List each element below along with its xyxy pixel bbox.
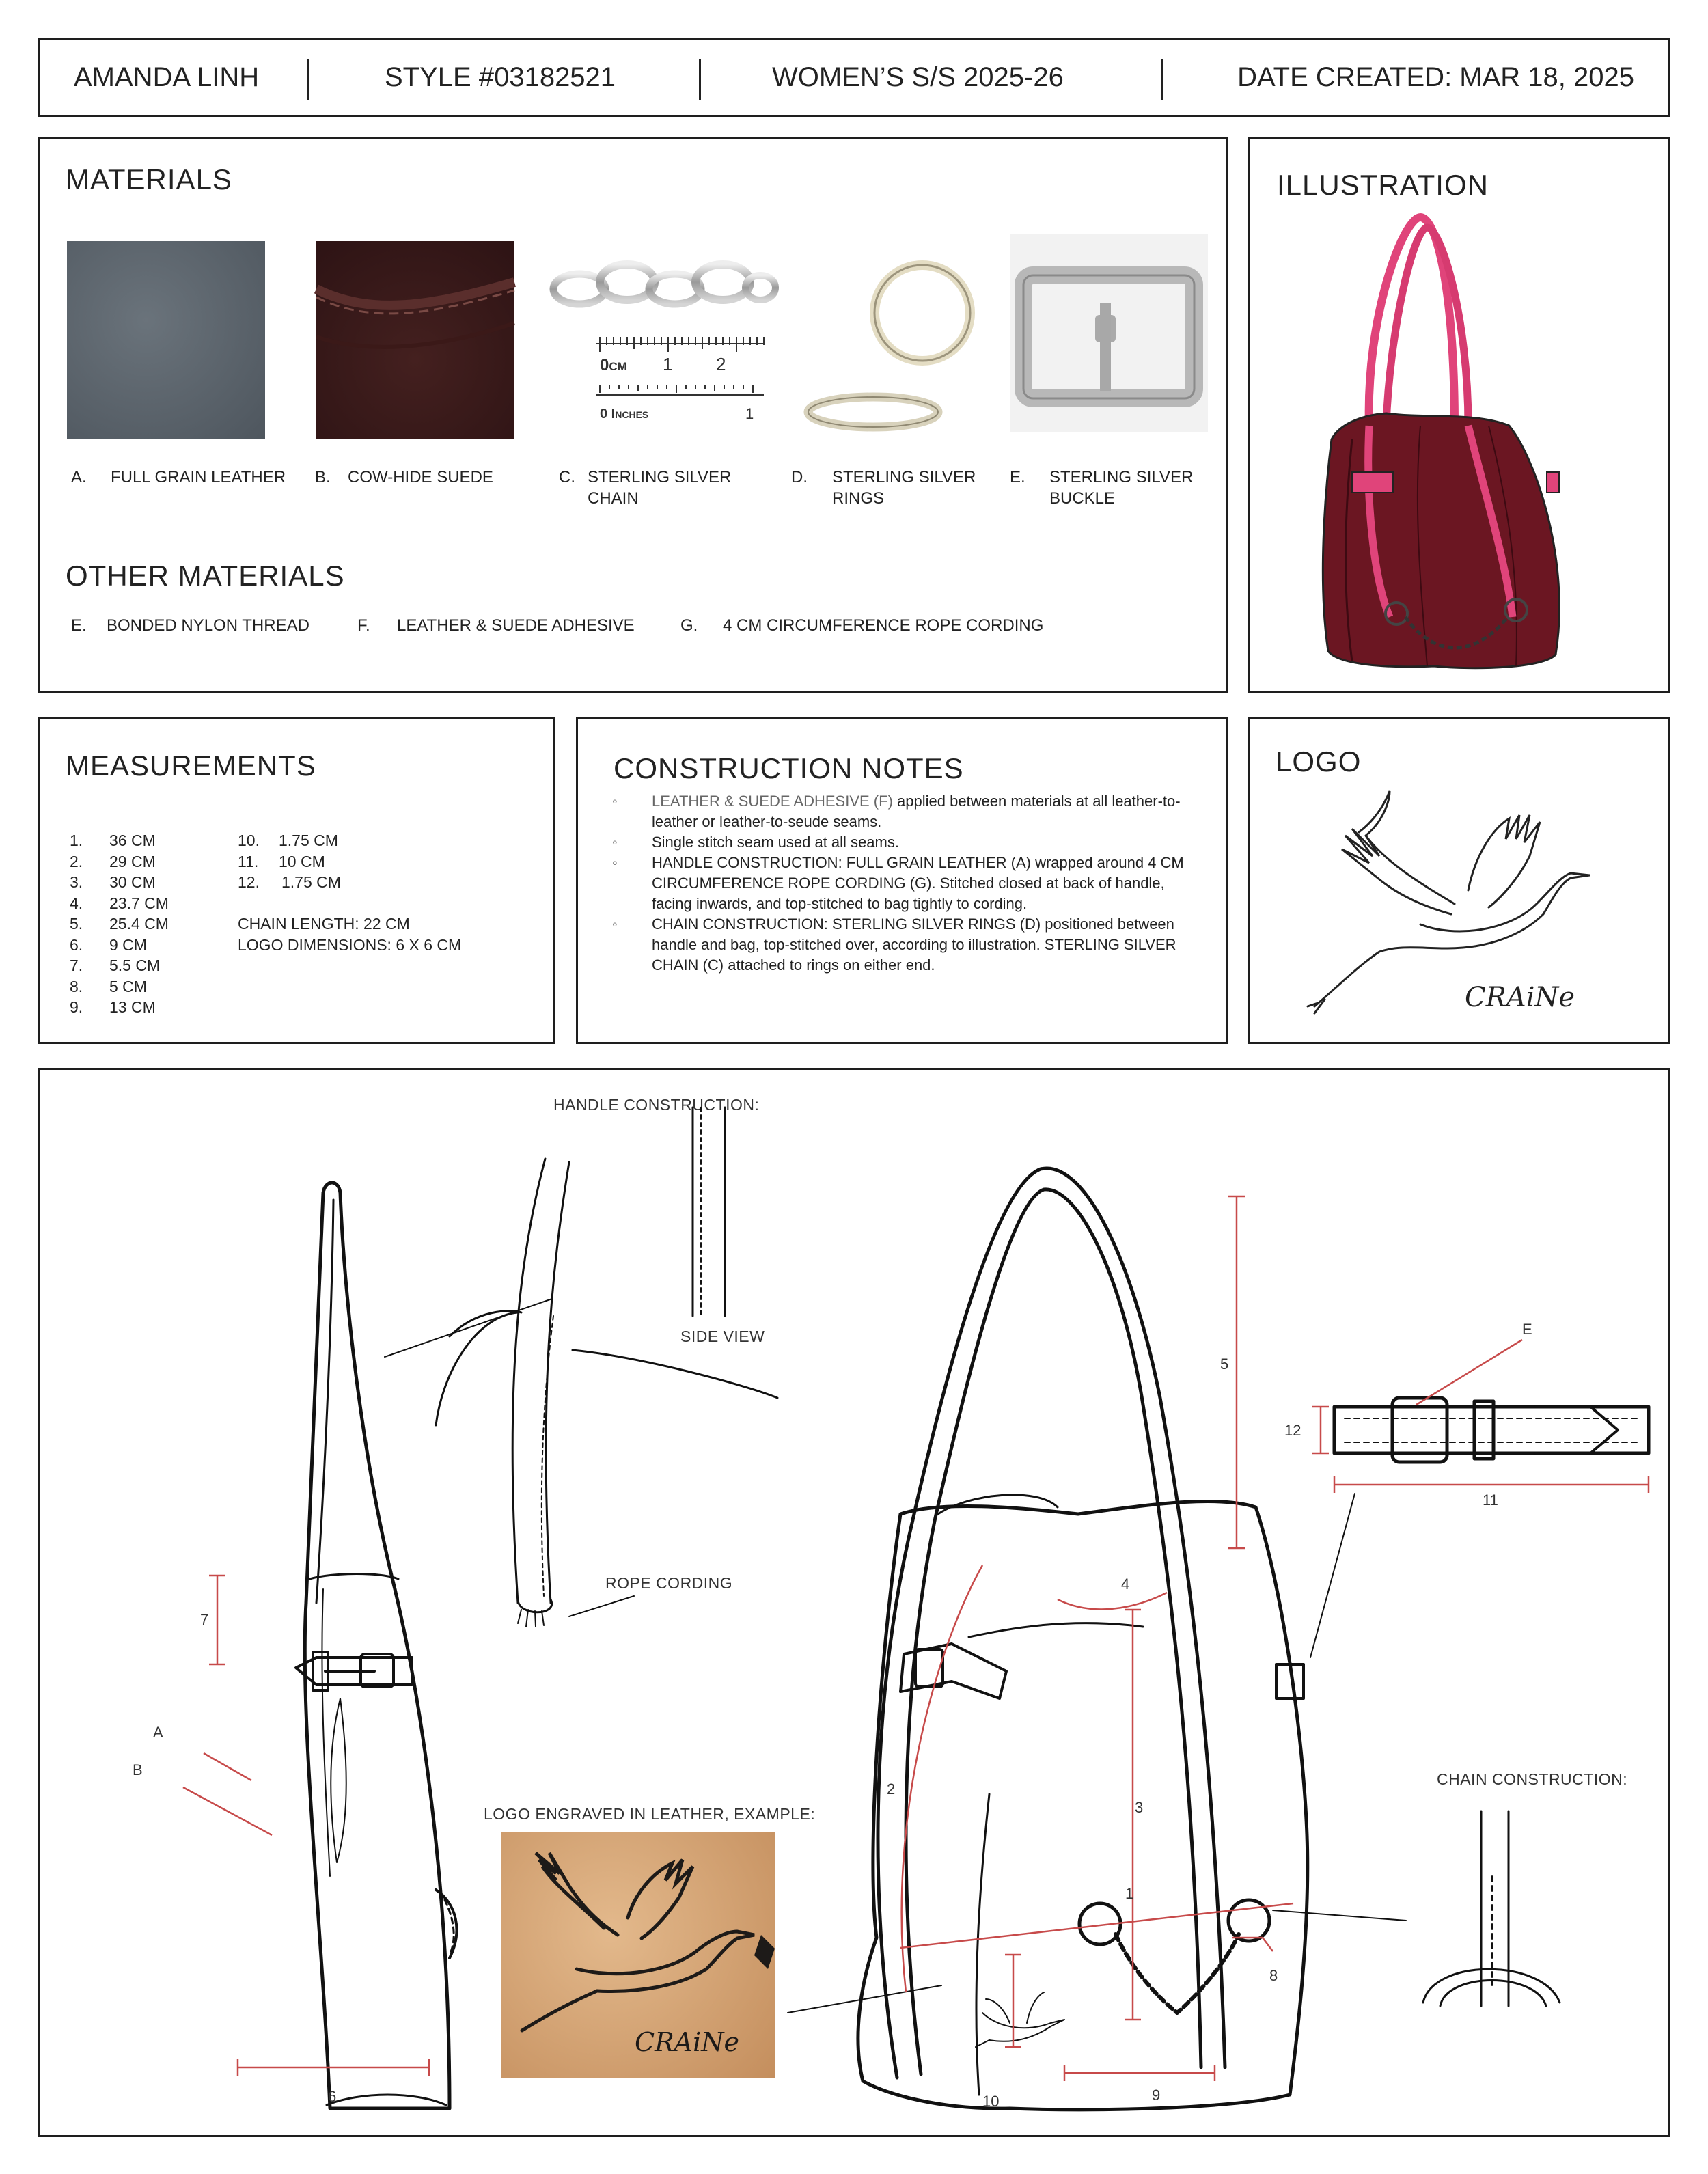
technical-drawings-panel: [38, 1068, 1670, 2137]
dim-label: 8: [1269, 1967, 1278, 1984]
ruler-cm-label: 0cm: [600, 356, 627, 374]
illustration-title: ILLUSTRATION: [1277, 169, 1489, 201]
chain-image: [552, 241, 771, 446]
measurement-row: 10. 1.75 CM: [238, 831, 338, 849]
buckle-detail: [1334, 1398, 1649, 1462]
ruler-inch-one-label: 1: [745, 405, 754, 422]
dim-label: A: [153, 1724, 163, 1741]
measurement-row: 12. 1.75 CM: [238, 873, 341, 891]
other-materials-title: OTHER MATERIALS: [66, 560, 345, 592]
dim-label: 1: [1125, 1885, 1134, 1902]
ruler-one-label: 1: [663, 354, 673, 374]
designer-name: AMANDA LINH: [74, 61, 260, 92]
bag-front-view: [858, 1168, 1308, 2110]
measurement-row: 1. 36 CM: [70, 831, 156, 849]
measurement-row: 4. 23.7 CM: [70, 894, 169, 912]
measurement-row: 3. 30 CM: [70, 873, 156, 891]
side-view-label: SIDE VIEW: [680, 1327, 765, 1345]
dim-label: 6: [328, 2088, 337, 2105]
logo-signature: CRAiNe: [1465, 982, 1575, 1013]
logo-dimensions: LOGO DIMENSIONS: 6 X 6 CM: [238, 935, 462, 954]
measurement-row: 8. 5 CM: [70, 977, 147, 995]
handle-construction-label: HANDLE CONSTRUCTION:: [553, 1096, 760, 1114]
dim-label: B: [133, 1761, 143, 1778]
header-divider: [699, 59, 701, 100]
style-number: STYLE #03182521: [385, 61, 616, 92]
bag-side-view: [296, 1183, 456, 2108]
measurements-left-list: [70, 830, 247, 1018]
handle-detail: [436, 1107, 777, 1627]
dim-label: 3: [1135, 1799, 1144, 1816]
dim-label: 4: [1121, 1576, 1130, 1593]
construction-note: ◦ Single stitch seam used at all seams.: [612, 832, 1200, 853]
chain-construction-label: CHAIN CONSTRUCTION:: [1437, 1770, 1628, 1788]
header-divider: [307, 59, 309, 100]
date-created: DATE CREATED: MAR 18, 2025: [1237, 61, 1634, 92]
measurement-row: 6. 9 CM: [70, 935, 147, 954]
dim-label: 12: [1284, 1422, 1301, 1439]
dim-label: 11: [1483, 1491, 1498, 1509]
dim-label: 2: [887, 1780, 896, 1798]
construction-note: ◦ HANDLE CONSTRUCTION: FULL GRAIN LEATHER (A) wrapped around 4 CM CIRCUMFERENCE ROPE CORDING (G). Stitched closed at back of handle, facing inwards, and top-stitched to bag tightly to cording.: [612, 853, 1200, 914]
logo-engraved-label: LOGO ENGRAVED IN LEATHER, EXAMPLE:: [484, 1805, 816, 1823]
construction-note: ◦ CHAIN CONSTRUCTION: STERLING SILVER RINGS (D) positioned between handle and bag, top-stitched over, according to illustration. STERLING SILVER CHAIN (C) attached to rings on either end.: [612, 914, 1200, 976]
ruler-two-label: 2: [716, 354, 726, 374]
leather-swatch: [67, 241, 265, 439]
construction-note: ◦ LEATHER & SUEDE ADHESIVE (F) applied between materials at all leather-to-leather or leather-to-seude seams.: [612, 791, 1200, 832]
suede-swatch: [316, 241, 514, 439]
engraved-signature: CRAiNe: [635, 2027, 740, 2057]
measurements-right-list: [238, 830, 525, 955]
dim-label: E: [1522, 1321, 1532, 1338]
illustration-panel: [1248, 137, 1670, 693]
buckle-image: [1010, 234, 1208, 432]
header-bar: [38, 38, 1670, 117]
measurements-panel: [38, 717, 555, 1044]
measurement-row: 9. 13 CM: [70, 998, 156, 1016]
bag-logo: [976, 1992, 1064, 2047]
logo-panel: [1248, 717, 1670, 1044]
construction-notes-panel: [576, 717, 1228, 1044]
ruler-inches-label: 0 Inches: [600, 407, 649, 422]
bag-illustration: [1250, 139, 1672, 696]
dim-label: 9: [1152, 2087, 1161, 2104]
rope-cording-label: ROPE CORDING: [605, 1574, 733, 1592]
dim-label: 10: [982, 2093, 1000, 2110]
drawings-svg: [40, 1070, 1672, 2139]
measurement-row: 5. 25.4 CM: [70, 915, 169, 933]
measurement-row: 7. 5.5 CM: [70, 957, 161, 974]
season: WOMEN’S S/S 2025-26: [772, 61, 1064, 92]
dim-label: 5: [1220, 1356, 1229, 1373]
materials-title: MATERIALS: [66, 163, 232, 195]
measurements-title: MEASUREMENTS: [66, 749, 316, 782]
materials-panel: MATERIALS 0cm 1 2 0 Inches 1 A. FULL GRAIN LEATHER B. COW-HIDE SUEDE C. STERLING SILVER CHAIN D. STERLING SILVER RINGS E. STERLING SILVER BUCKLE OTHER MATERIALS E. BONDED NYLON THREAD F. LEATHER & SUEDE ADHESIVE G. 4 CM CIRCUMFERENCE ROPE CORDING: [38, 137, 1228, 693]
measurement-row: 11. 10 CM: [238, 852, 325, 870]
chain-length: CHAIN LENGTH: 22 CM: [238, 915, 410, 933]
crane-logo: [1250, 719, 1672, 1046]
logo-title: LOGO: [1276, 745, 1362, 778]
construction-notes-list: [612, 791, 1200, 976]
chain-detail: [1423, 1811, 1560, 2006]
dim-label: 7: [200, 1611, 209, 1628]
header-divider: [1161, 59, 1163, 100]
rings-image: [791, 241, 996, 446]
engraved-logo-photo: [501, 1832, 775, 2078]
construction-title: CONSTRUCTION NOTES: [614, 752, 964, 784]
measurement-row: 2. 29 CM: [70, 852, 156, 870]
